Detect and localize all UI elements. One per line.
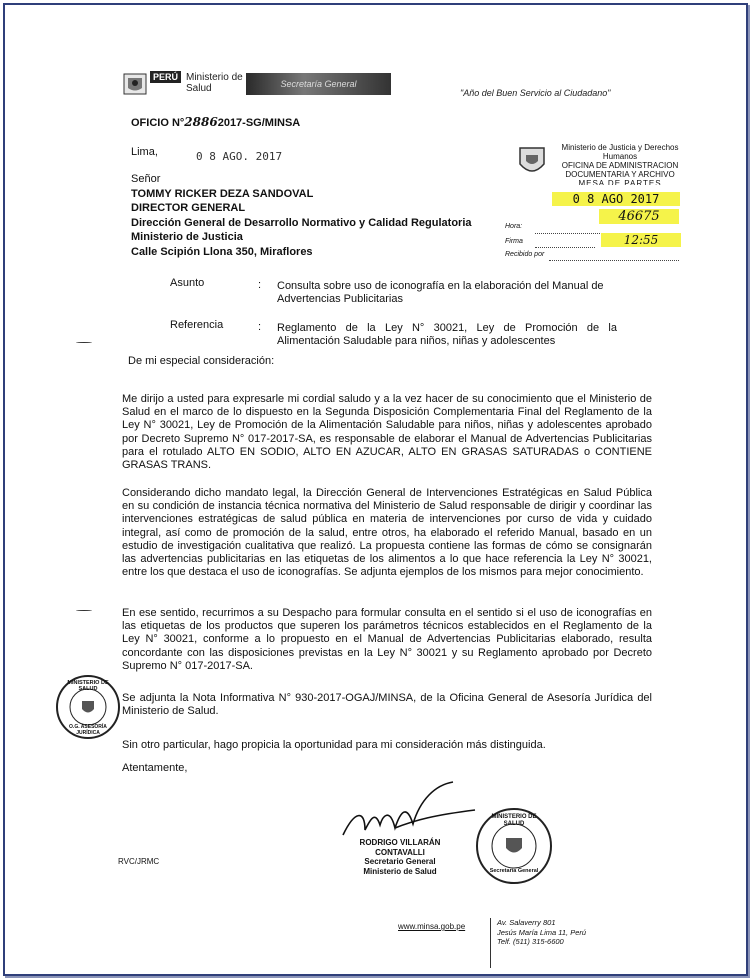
footer-url[interactable]: www.minsa.gob.pe: [398, 922, 466, 931]
stamp-number: 46675: [599, 209, 679, 224]
paragraph-5: Sin otro particular, hago propicia la oportunidad para mi consideración más distinguida.: [122, 739, 546, 751]
closing: Atentamente,: [122, 762, 188, 774]
oficio-handwritten: 2886: [184, 115, 218, 129]
secretaria-seal: [476, 808, 552, 884]
recipient-title: DIRECTOR GENERAL: [131, 202, 246, 214]
oficio-suffix: 2017-SG/MINSA: [217, 117, 301, 129]
oficio-prefix: OFICIO N°: [131, 117, 185, 129]
recipient-address: Calle Scipión Llona 350, Miraflores: [131, 245, 313, 258]
paragraph-2: Considerando dicho mandato legal, la Dirección General de Intervenciones Estratégicas en Salud Pública en su condición de instancia técnica normativa del Ministerio de Salud responsable de dirigir y coordinar las intervenciones estratégicas de salud pública en materia de intervenciones por curso de vida y cuidado integral, así como de promoción de la salud, entre otros, ha elaborado el referido Manual, basado en un estudio de investigación cualitativa que realizó. La propuesta contiene las formas de cómo se consignarán las advertencias publicitarias en las etiquetas de los alimentos a lo que hace referencia la Ley N° 30021, entre los que destaca el uso de iconografías. Se adjunta ejemplos de los mismos para mejor conocimiento.: [122, 487, 652, 579]
referencia-label: Referencia: [170, 319, 224, 331]
hole-mark: [76, 342, 92, 343]
secretaria-seal-bottom: Secretaría General: [489, 868, 539, 874]
signer-name: RODRIGO VILLARÁN CONTAVALLI: [359, 838, 441, 857]
stamp-firma-value: 12:55: [601, 233, 681, 247]
stamp-recibido-line: [549, 260, 679, 261]
greeting: De mi especial consideración:: [128, 355, 275, 367]
stamp-line3: DOCUMENTARIA Y ARCHIVO: [565, 170, 675, 179]
recipient-office: Dirección General de Desarrollo Normativo y Calidad Regulatoria: [131, 216, 472, 229]
date-stamp: 0 8 AGO. 2017: [196, 150, 283, 163]
ministry-label: Ministerio de Salud: [186, 72, 243, 94]
salutation: Señor: [131, 173, 161, 185]
hole-mark: [76, 610, 92, 611]
place: Lima,: [131, 146, 158, 158]
secretaria-seal-top: MINISTERIO DE SALUD: [491, 814, 537, 827]
reception-stamp: [505, 143, 695, 263]
referencia-text: Reglamento de la Ley N° 30021, Ley de Promoción de la Alimentación Saludable para niños, niñas y adolescentes: [277, 322, 617, 347]
stamp-line1: Ministerio de Justicia y Derechos Humanos: [561, 143, 679, 161]
asesoria-seal-top: MINISTERIO DE SALUD: [67, 680, 109, 692]
stamp-shield-icon: [517, 145, 547, 181]
stamp-recibido-label: Recibido por: [505, 251, 545, 258]
stamp-firma-label: Firma: [505, 238, 523, 245]
asesoria-seal-bottom: O.G. ASESORÍA JURÍDICA: [69, 724, 107, 736]
recipient-ministry: Ministerio de Justicia: [131, 231, 243, 243]
stamp-line2: OFICINA DE ADMINISTRACION: [561, 161, 679, 170]
year-motto: "Año del Buen Servicio al Ciudadano": [460, 88, 611, 98]
asunto-text: Consulta sobre uso de iconografía en la elaboración del Manual de Advertencias Publicitarias: [277, 280, 604, 305]
signer-title: Secretario General: [364, 857, 436, 866]
footer-address: [490, 918, 586, 968]
oficio-number: [131, 115, 300, 129]
stamp-hora-label: Hora:: [505, 223, 523, 230]
peru-label: PERÚ: [150, 71, 181, 83]
paragraph-3: En ese sentido, recurrimos a su Despacho para formular consulta en el sentido si el uso de iconografías en las etiquetas de los productos que superen los parámetros técnicos establecidos en el Reglamento de la Ley N° 30021, conforme a lo propuesto en el Manual de Advertencias Publicitarias elaborado, resulta concordante con las disposiciones previstas en la Ley N° 30021 y su Reglamento aprobado por Decreto Supremo N° 017-2017-SA.: [122, 607, 652, 672]
stamp-firma-line: [535, 247, 595, 248]
stamp-line4: MESA DE PARTES: [578, 179, 662, 185]
signature-scribble: [335, 780, 485, 845]
asunto-label: Asunto: [170, 277, 205, 289]
footer-address-line1: Av. Salaverry 801: [497, 918, 556, 927]
paragraph-4: Se adjunta la Nota Informativa N° 930-2017-OGAJ/MINSA, de la Oficina General de Asesoría Jurídica del Ministerio de Salud.: [122, 692, 652, 718]
asunto-colon: :: [258, 279, 262, 291]
footer-address-line3: Telf. (511) 315-6600: [497, 937, 564, 946]
signature-block: [340, 838, 460, 876]
footer-address-line2: Jesús María Lima 11, Perú: [497, 927, 587, 937]
recipient-name: TOMMY RICKER DEZA SANDOVAL: [131, 187, 314, 200]
asesoria-seal: [56, 675, 120, 739]
paragraph-1: Me dirijo a usted para expresarle mi cordial saludo y a la vez hacer de su conocimiento que el Ministerio de Salud en el marco de lo dispuesto en la Segunda Disposición Complementaria Final del Reglamento de la Ley N° 30021, Ley de Promoción de la Alimentación Saludable para niños, niñas y adolescentes aprobado por Decreto Supremo N° 017-2017-SA, es responsable de elaborar el Manual de Advertencias Publicitarias para el rotulado ALTO EN SODIO, ALTO EN AZUCAR, ALTO EN GRASAS SATURADAS o CONTIENE GRASAS TRANS.: [122, 393, 652, 472]
initials: RVC/JRMC: [118, 857, 160, 866]
referencia-colon: :: [258, 321, 262, 333]
secretaria-bar: Secretaría General: [246, 73, 391, 95]
signer-org: Ministerio de Salud: [363, 866, 437, 876]
recipient-block: [131, 172, 472, 259]
stamp-date: 0 8 AGO 2017: [552, 192, 680, 206]
